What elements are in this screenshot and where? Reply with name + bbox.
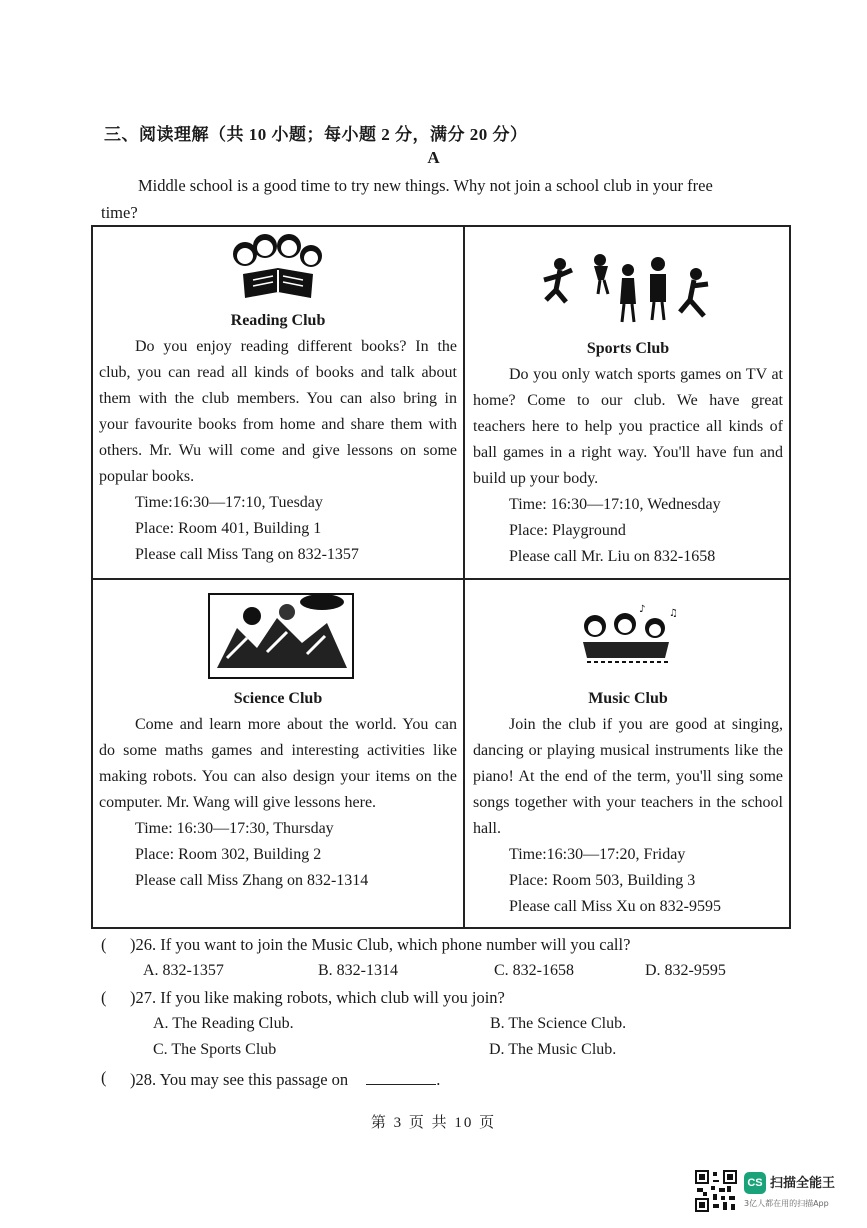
sports-club-title: Sports Club <box>586 340 670 357</box>
science-club-place: Place: Room 302, Building 2 <box>135 846 322 863</box>
passage-letter: A <box>427 148 440 167</box>
science-club-illustration <box>99 588 457 686</box>
question-28-end: . <box>436 1070 441 1089</box>
svg-text:♫: ♫ <box>669 608 678 619</box>
reading-club-place: Place: Room 401, Building 1 <box>135 520 322 537</box>
music-club-illustration <box>473 588 783 686</box>
question-28-paren: ( <box>101 1068 107 1087</box>
camscanner-name: 扫描全能王 <box>770 1176 836 1191</box>
sports-club-illustration <box>473 250 783 336</box>
sports-club-cell <box>473 250 783 570</box>
reading-club-call: Please call Miss Tang on 832-1357 <box>135 546 359 563</box>
science-club-body: Come and learn more about the world. You can do some maths games and interesting activities like making robots. You can also design your items on the computer. Mr. Wang will give lessons here. <box>99 716 457 811</box>
science-club-title: Science Club <box>233 690 323 707</box>
table-divider-vertical <box>463 225 465 929</box>
music-club-time: Time:16:30—17:20, Friday <box>509 846 686 863</box>
intro-line-2: time? <box>101 203 138 222</box>
page-number: 第 3 页 共 10 页 <box>370 1115 497 1131</box>
question-26-paren: ( <box>101 935 107 954</box>
question-26-stem: )26. If you want to join the Music Club, which phone number will you call? <box>130 935 631 954</box>
question-27-option-d: D. The Music Club. <box>489 1041 617 1058</box>
section-heading: 三、阅读理解（共 10 小题；每小题 2 分，满分 20 分） <box>104 125 528 144</box>
reading-club-title: Reading Club <box>230 312 326 329</box>
svg-text:♪: ♪ <box>639 604 646 615</box>
music-club-place: Place: Room 503, Building 3 <box>509 872 696 889</box>
answer-blank[interactable] <box>366 1068 436 1085</box>
question-27-option-c: C. The Sports Club <box>153 1041 277 1058</box>
qr-code-icon <box>695 1170 737 1212</box>
music-club-cell <box>473 588 783 920</box>
question-27-option-a: A. The Reading Club. <box>153 1015 294 1032</box>
question-27-paren: ( <box>101 988 107 1007</box>
question-27-option-b: B. The Science Club. <box>490 1015 627 1032</box>
question-26-option-a: A. 832-1357 <box>143 962 224 979</box>
sports-club-body: Do you only watch sports games on TV at home? Come to our club. We have great teachers here to help you practice all kinds of ball games in a right way. You'll have fun and build up your body. <box>473 366 783 487</box>
reading-club-cell <box>99 232 457 568</box>
sports-club-place: Place: Playground <box>509 522 626 539</box>
reading-club-time: Time:16:30—17:10, Tuesday <box>135 494 323 511</box>
music-club-call: Please call Miss Xu on 832-9595 <box>509 898 721 915</box>
question-26-option-c: C. 832-1658 <box>494 962 574 979</box>
question-28-stem-wrap <box>130 1068 440 1090</box>
question-27-stem: )27. If you like making robots, which club will you join? <box>130 988 505 1007</box>
reading-club-illustration <box>99 232 457 308</box>
question-26-option-d: D. 832-9595 <box>645 962 726 979</box>
sports-club-call: Please call Mr. Liu on 832-1658 <box>509 548 716 565</box>
question-28-stem: )28. You may see this passage on <box>130 1070 349 1089</box>
camscanner-logo-icon: CS <box>744 1172 766 1194</box>
science-club-cell <box>99 588 457 894</box>
table-divider-horizontal <box>91 578 791 580</box>
science-club-call: Please call Miss Zhang on 832-1314 <box>135 872 369 889</box>
music-club-title: Music Club <box>588 690 668 707</box>
reading-club-body: Do you enjoy reading different books? In the club, you can read all kinds of books and talk about them with the club members. You can also bring in your favourite books from home and share them with others. Mr. Wu will come and give lessons on some popular books. <box>99 338 457 485</box>
camscanner-tagline: 3亿人都在用的扫描App <box>744 1199 829 1208</box>
science-club-time: Time: 16:30—17:30, Thursday <box>135 820 334 837</box>
sports-club-time: Time: 16:30—17:10, Wednesday <box>509 496 721 513</box>
music-club-body: Join the club if you are good at singing, dancing or playing musical instruments like the piano! At the end of the term, you'll sing some songs together with your teachers in the school hall. <box>473 716 783 837</box>
question-26-option-b: B. 832-1314 <box>318 962 398 979</box>
intro-line-1: Middle school is a good time to try new things. Why not join a school club in your free <box>138 176 713 195</box>
